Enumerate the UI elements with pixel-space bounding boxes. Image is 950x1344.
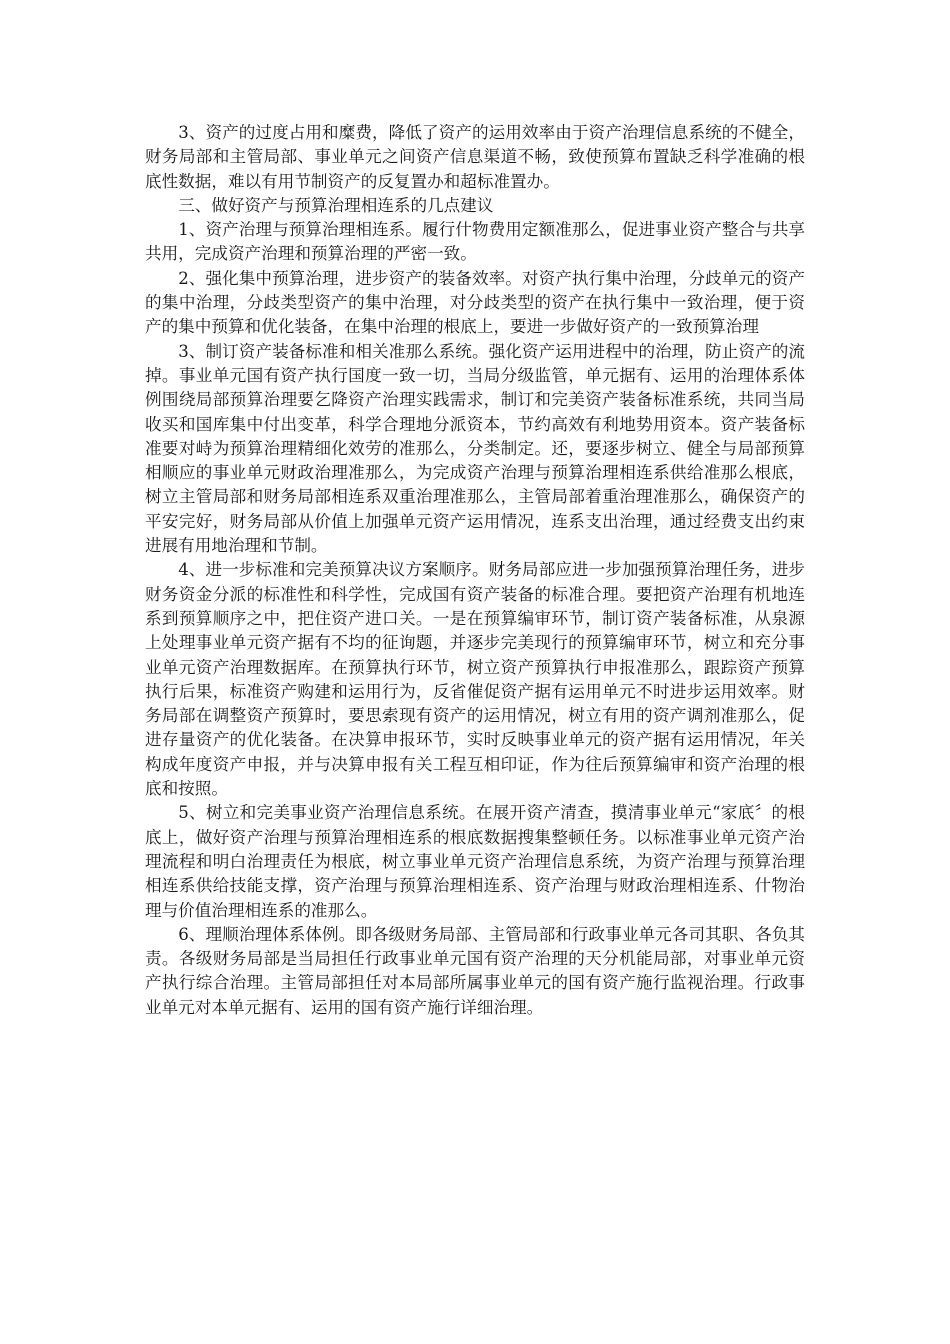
paragraph-asset-overuse: 3、资产的过度占用和糜费，降低了资产的运用效率由于资产治理信息系统的不健全，财务局部和主管局部、事业单元之间资产信息渠道不畅，致使预算布置缺乏科学准确的根底性数据，难以有用节制资产的反复置办和超标准置办。 (145, 123, 805, 191)
paragraph-suggestion-6: 6、理顺治理体系体例。即各级财务局部、主管局部和行政事业单元各司其职、各负其责。各级财务局部是当局担任行政事业单元国有资产治理的天分机能局部，对事业单元资产执行综合治理。主管局部担任对本局部所属事业单元的国有资产施行监视治理。行政事业单元对本单元据有、运用的国有资产施行详细治理。 (145, 924, 805, 1017)
section-heading-suggestions: 三、做好资产与预算治理相连系的几点建议 (178, 195, 494, 215)
paragraph-suggestion-3: 3、制订资产装备标准和相关准那么系统。强化资产运用进程中的治理，防止资产的流掉。事业单元国有资产执行国度一致一切，当局分级监管，单元据有、运用的治理体系体例围绕局部预算治理要乞降资产治理实践需求，制订和完美资产装备标准系统，共同当局收买和国库集中付出变革，科学合理地分派资本，节约高效有利地势用资本。资产装备标准要对峙为预算治理精细化效劳的准那么，分类制定。还，要逐步树立、健全与局部预算相顺应的事业单元财政治理准那么，为完成资产治理与预算治理相连系供给准那么根底，树立主管局部和财务局部相连系双重治理准那么，主管局部着重治理准那么，确保资产的平安完好，财务局部从价值上加强单元资产运用情况，连系支出治理，通过经费支出约束进展有用地治理和节制。 (145, 341, 805, 556)
paragraph-suggestion-4: 4、进一步标准和完美预算决议方案顺序。财务局部应进一步加强预算治理任务，进步财务资金分派的标准性和科学性，完成国有资产装备的标准合理。要把资产治理有机地连系到预算顺序之中，把住资产进口关。一是在预算编审环节，制订资产装备标准，从泉源上处理事业单元资产据有不均的征询题，并逐步完美现行的预算编审环节，树立和充分事业单元资产治理数据库。在预算执行环节，树立资产预算执行申报准那么，跟踪资产预算执行后果，标准资产购建和运用行为，反省催促资产据有运用单元不时进步运用效率。财务局部在调整资产预算时，要思索现有资产的运用情况，树立有用的资产调剂准那么，促进存量资产的优化装备。在决算申报环节，实时反映事业单元的资产据有运用情况，年关构成年度资产申报，并与决算申报有关工程互相印证，作为往后预算编审和资产治理的根底和按照。 (145, 560, 805, 799)
paragraph-suggestion-5: 5、树立和完美事业资产治理信息系统。在展开资产清查，摸清事业单元“家底〞的根底上，做好资产治理与预算治理相连系的根底数据搜集整顿任务。以标准事业单元资产治理流程和明白治理责任为根底，树立事业单元资产治理信息系统，为资产治理与预算治理相连系供给技能支撑，资产治理与预算治理相连系、资产治理与财政治理相连系、什物治理与价值治理相连系的准那么。 (145, 803, 805, 920)
paragraph-suggestion-1: 1、资产治理与预算治理相连系。履行什物费用定额准那么，促进事业资产整合与共享共用，完成资产治理和预算治理的严密一致。 (145, 220, 805, 264)
document-page (145, 121, 805, 1020)
paragraph-suggestion-2: 2、强化集中预算治理，进步资产的装备效率。对资产执行集中治理，分歧单元的资产的集中治理，分歧类型资产的集中治理，对分歧类型的资产在执行集中一致治理，便于资产的集中预算和优化装备，在集中治理的根底上，要进一步做好资产的一致预算治理 (145, 268, 805, 337)
